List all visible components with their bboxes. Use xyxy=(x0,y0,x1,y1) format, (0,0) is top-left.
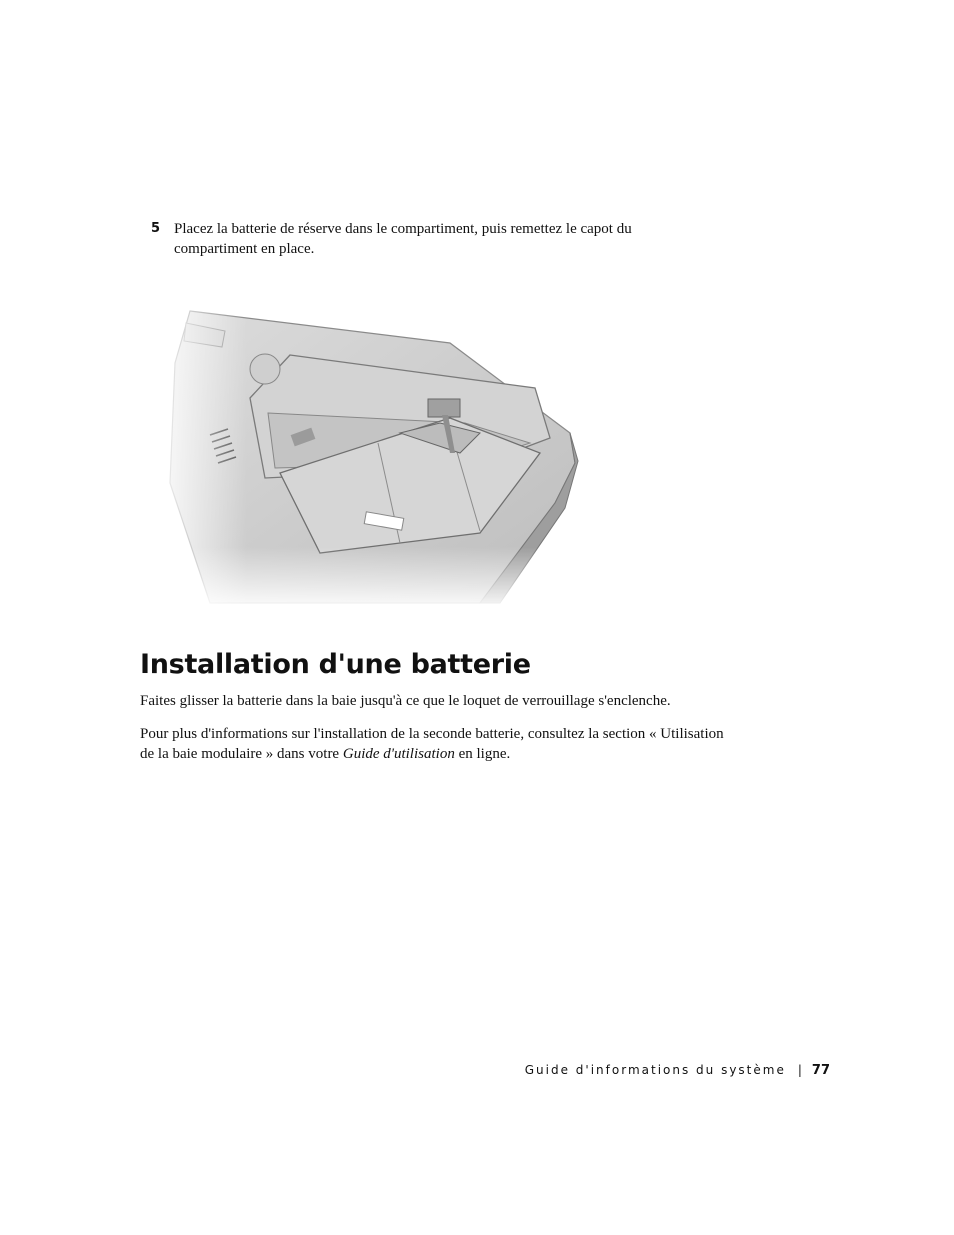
page-footer xyxy=(525,1062,830,1079)
section-title: Installation d'une batterie xyxy=(140,649,531,680)
paragraph-more-info-end: en ligne. xyxy=(454,746,511,762)
battery-compartment-illustration xyxy=(150,303,590,608)
footer-separator: | xyxy=(797,1063,802,1077)
footer-guide-title: Guide d'informations du système xyxy=(524,1063,786,1077)
paragraph-more-info xyxy=(140,724,740,764)
guide-title: Guide d'utilisation xyxy=(342,746,455,762)
step-number: 5 xyxy=(151,221,161,236)
paragraph-more-info-text: Pour plus d'informations sur l'installation de la seconde batterie, consultez la section « Utilisation de la baie modulaire » dans votre xyxy=(140,726,724,762)
battery-compartment-illustration-drawing xyxy=(150,303,590,608)
paragraph-slide-battery: Faites glisser la batterie dans la baie jusqu'à ce que le loquet de verrouillage s'enclenche. xyxy=(140,693,671,709)
step-text: Placez la batterie de réserve dans le compartiment, puis remettez le capot du compartiment en place. xyxy=(174,221,632,257)
page-number: 77 xyxy=(811,1063,830,1078)
